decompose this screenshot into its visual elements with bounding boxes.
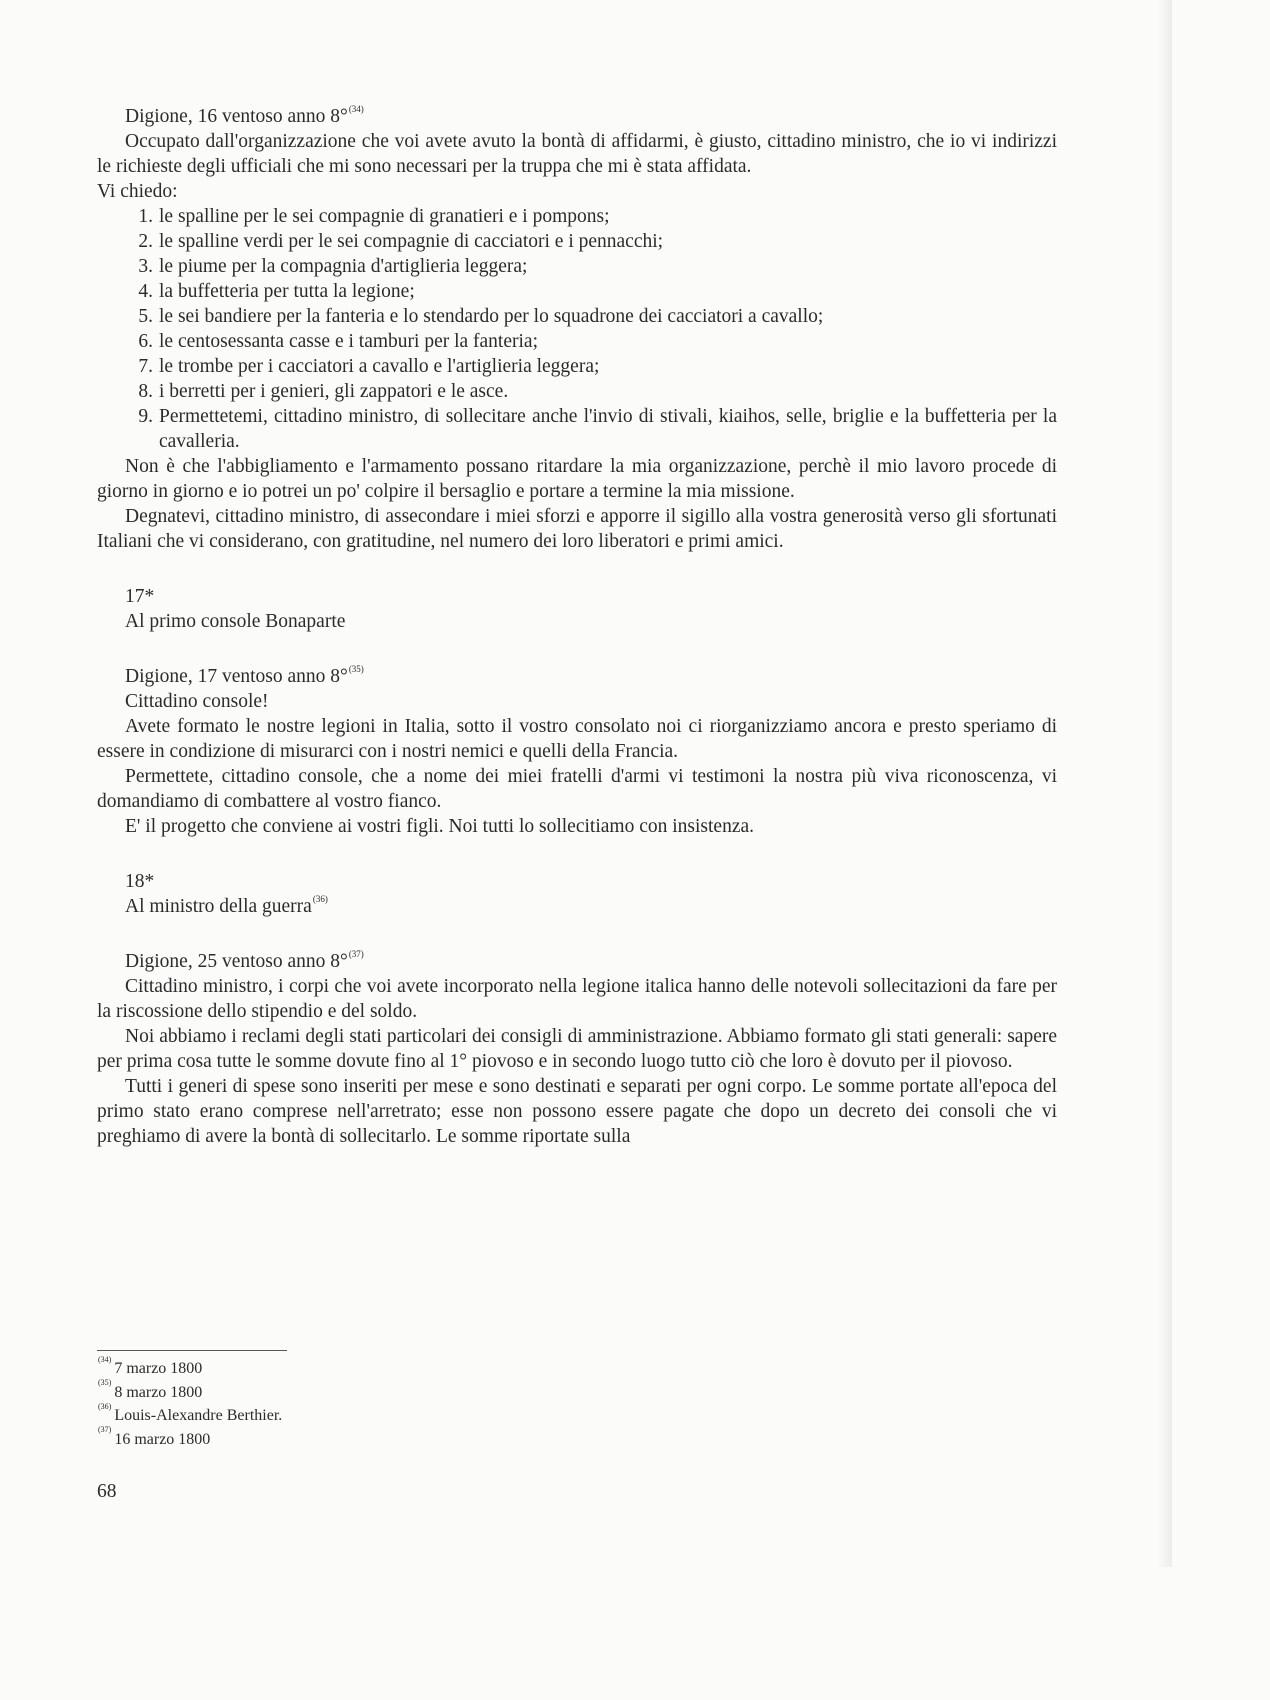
list-item: 6. le centosessanta casse e i tamburi per la fanteria; xyxy=(138,331,538,352)
list-item: 5. le sei bandiere per la fanteria e lo stendardo per lo squadrone dei cacciatori a cavallo; xyxy=(138,306,824,327)
footnotes xyxy=(97,1354,283,1451)
letter-16-date: Digione, 16 ventoso anno 8°$^{(34)}$ xyxy=(125,103,364,127)
letter-16-ask: Vi chiedo: xyxy=(97,181,178,202)
letter-17-para-2: Permettete, cittadino console, che a nome dei miei fratelli d'armi vi testimoni la nostra più viva riconoscenza, vi domandiamo di combattere al vostro fianco. xyxy=(97,766,1057,812)
letter-17-salutation: Cittadino console! xyxy=(125,691,269,712)
footnote: $^{(36)}$Louis-Alexandre Berthier. xyxy=(98,1401,283,1424)
letter-18-para-1: Cittadino ministro, i corpi che voi avete incorporato nella legione italica hanno delle notevoli sollecitazioni da fare per la riscossione dello stipendio e del soldo. xyxy=(97,976,1057,1022)
letter-16-intro: Occupato dall'organizzazione che voi avete avuto la bontà di affidarmi, è giusto, cittadino ministro, che io vi indirizzi le richieste degli ufficiali che mi sono necessari per la truppa che mi è stata affidata. xyxy=(97,131,1057,177)
footnote-ref-34: (34) xyxy=(348,103,364,114)
letter-18-number: 18* xyxy=(125,871,155,892)
letter-17-date: Digione, 17 ventoso anno 8°$^{(35)}$ xyxy=(125,663,364,687)
letter-18-addressee: Al ministro della guerra$^{(36)}$ xyxy=(125,893,328,917)
footnote: $^{(34)}$7 marzo 1800 xyxy=(98,1354,203,1377)
letter-17-para-1: Avete formato le nostre legioni in Italia, sotto il vostro consolato noi ci riorganizziamo ancora e presto speriamo di essere in condizione di misurarci con i nostri nemici e quelli della Francia. xyxy=(97,716,1057,762)
letter-17-para-3: E' il progetto che conviene ai vostri figli. Noi tutti lo sollecitiamo con insistenza. xyxy=(125,816,754,837)
letter-18-date: Digione, 25 ventoso anno 8°$^{(37)}$ xyxy=(125,948,364,972)
letter-16-para-2: Non è che l'abbigliamento e l'armamento possano ritardare la mia organizzazione, perchè il mio lavoro procede di giorno in giorno e io potrei un po' colpire il bersaglio e portare a termine la mia missione. xyxy=(97,456,1057,502)
page-edge-shadow xyxy=(1158,0,1172,1567)
footnote-ref-37: (37) xyxy=(348,948,364,959)
letter-16-para-3: Degnatevi, cittadino ministro, di assecondare i miei sforzi e apporre il sigillo alla vostra generosità verso gli sfortunati Italiani che vi considerano, con gratitudine, nel numero dei loro liberatori e primi amici. xyxy=(97,506,1057,552)
letter-18-para-3: Tutti i generi di spese sono inseriti per mese e sono destinati e separati per ogni corpo. Le somme portate all'epoca del primo stato erano comprese nell'arretrato; esse non possono essere pagate che dopo un decreto dei consoli che vi preghiamo di avere la bontà di sollecitarlo. Le somme riportate sulla xyxy=(97,1076,1057,1147)
list-item: 4. la buffetteria per tutta la legione; xyxy=(138,281,415,302)
footnote-divider xyxy=(97,1350,287,1351)
list-item: 9. Permettetemi, cittadino ministro, di sollecitare anche l'invio di stivali, kiaihos, selle, briglie e la buffetteria per la cavalleria. xyxy=(138,406,1057,452)
page-number: 68 xyxy=(97,1481,117,1502)
letter-18-para-2: Noi abbiamo i reclami degli stati particolari dei consigli di amministrazione. Abbiamo formato gli stati generali: sapere per prima cosa tutte le somme dovute fino al 1° piovoso e in secondo luogo tutto ciò che loro è dovuto per il piovoso. xyxy=(97,1026,1057,1072)
list-item: 3. le piume per la compagnia d'artiglieria leggera; xyxy=(138,256,528,277)
list-item: 7. le trombe per i cacciatori a cavallo e l'artiglieria leggera; xyxy=(138,356,600,377)
footnote-ref-35: (35) xyxy=(348,663,364,674)
footnote: $^{(35)}$8 marzo 1800 xyxy=(98,1378,203,1401)
page-body xyxy=(97,104,1057,1149)
footnote-ref-36: (36) xyxy=(312,893,328,904)
list-item: 8. i berretti per i genieri, gli zappatori e le asce. xyxy=(138,381,509,402)
list-item: 2. le spalline verdi per le sei compagnie di cacciatori e i pennacchi; xyxy=(138,231,664,252)
request-list xyxy=(97,204,1057,454)
letter-17-number: 17* xyxy=(125,586,155,607)
list-item: 1. le spalline per le sei compagnie di granatieri e i pompons; xyxy=(138,206,610,227)
letter-17-addressee: Al primo console Bonaparte xyxy=(125,611,346,632)
footnote: $^{(37)}$16 marzo 1800 xyxy=(98,1425,211,1448)
